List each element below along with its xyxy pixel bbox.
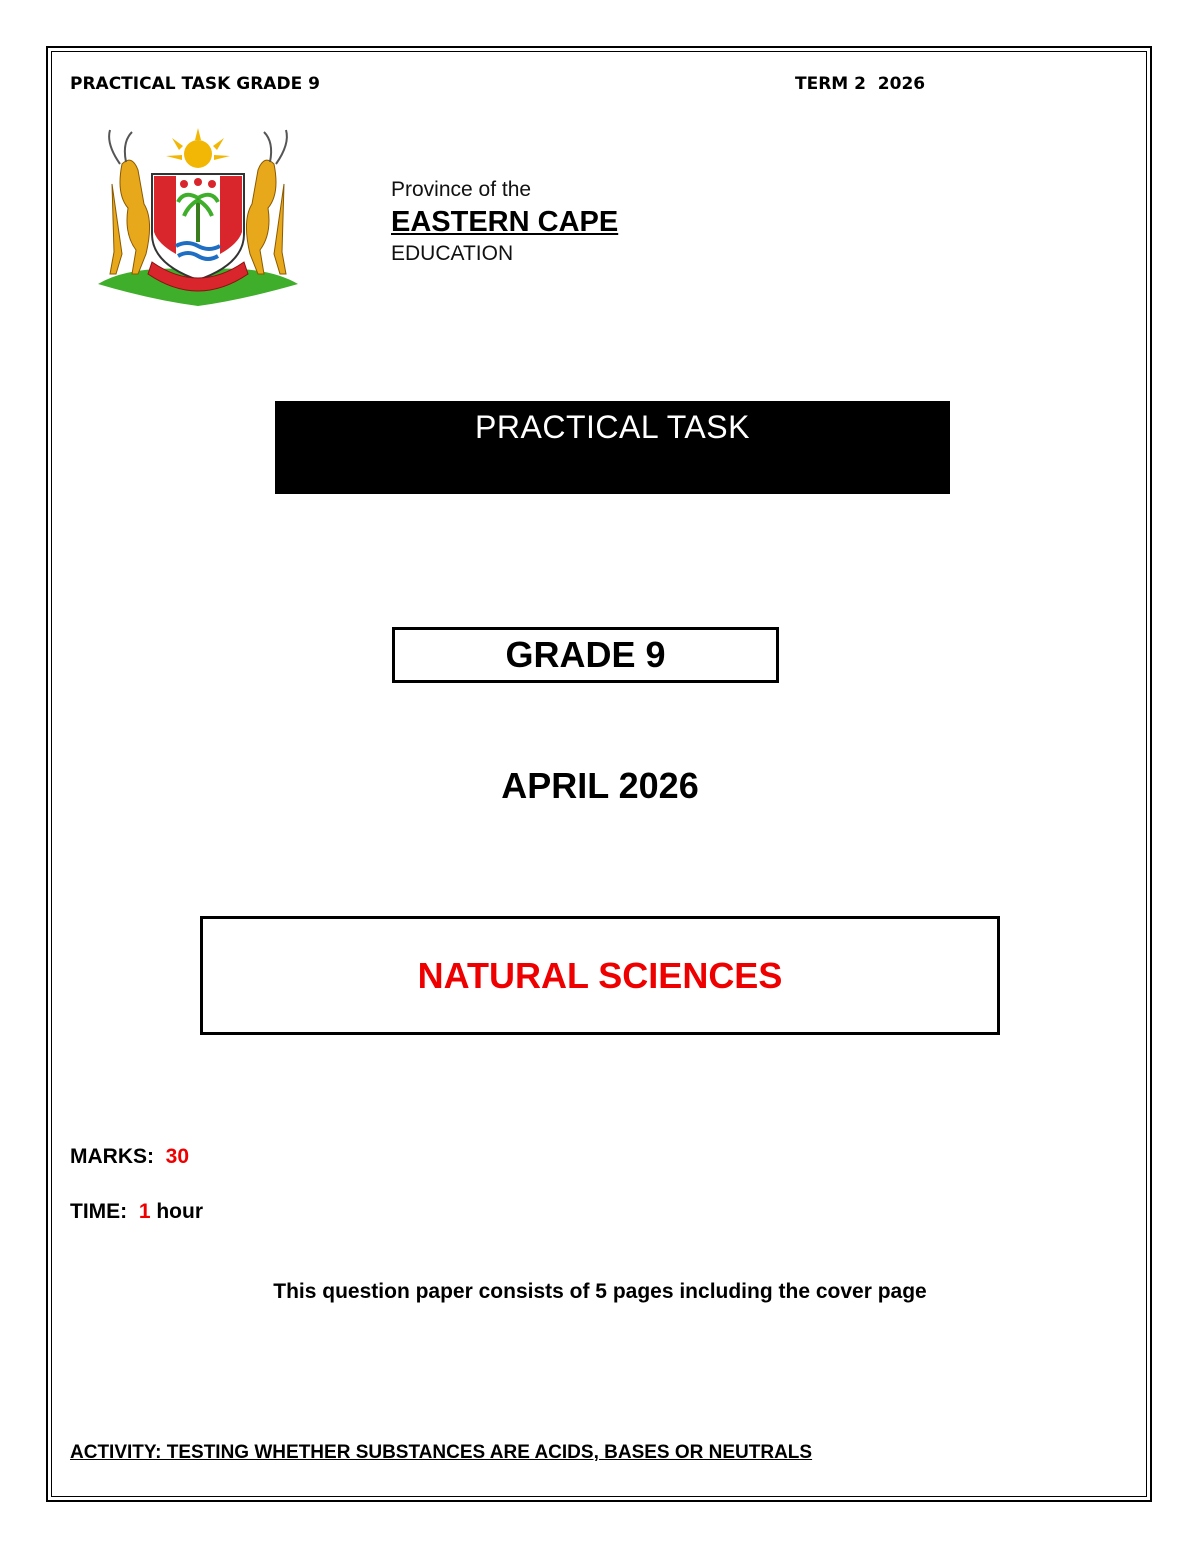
practical-task-banner xyxy=(275,401,950,494)
header-left: PRACTICAL TASK GRADE 9 xyxy=(70,74,320,94)
banner-title: PRACTICAL TASK xyxy=(475,409,750,445)
exam-date: APRIL 2026 xyxy=(501,765,699,806)
marks-label: MARKS: xyxy=(70,1145,154,1168)
subject-box xyxy=(200,916,1000,1035)
grade-box xyxy=(392,627,779,683)
marks-line xyxy=(70,1145,189,1169)
province-label: Province of the xyxy=(391,178,532,201)
time-line xyxy=(70,1200,203,1224)
activity-title: ACTIVITY: TESTING WHETHER SUBSTANCES ARE ACIDS, BASES OR NEUTRALS xyxy=(70,1442,813,1463)
marks-value: 30 xyxy=(165,1145,190,1168)
header-right: TERM 2 2026 xyxy=(795,74,926,94)
coat-of-arms-icon xyxy=(92,124,304,308)
grade-label: GRADE 9 xyxy=(505,634,666,675)
time-value: 1 xyxy=(138,1200,151,1223)
province-name: EASTERN CAPE xyxy=(391,206,619,238)
department-name: EDUCATION xyxy=(391,242,514,265)
pages-note: This question paper consists of 5 pages including the cover page xyxy=(273,1280,927,1303)
time-label: TIME: xyxy=(70,1200,128,1223)
time-unit: hour xyxy=(156,1200,204,1223)
subject-title: NATURAL SCIENCES xyxy=(417,955,783,996)
